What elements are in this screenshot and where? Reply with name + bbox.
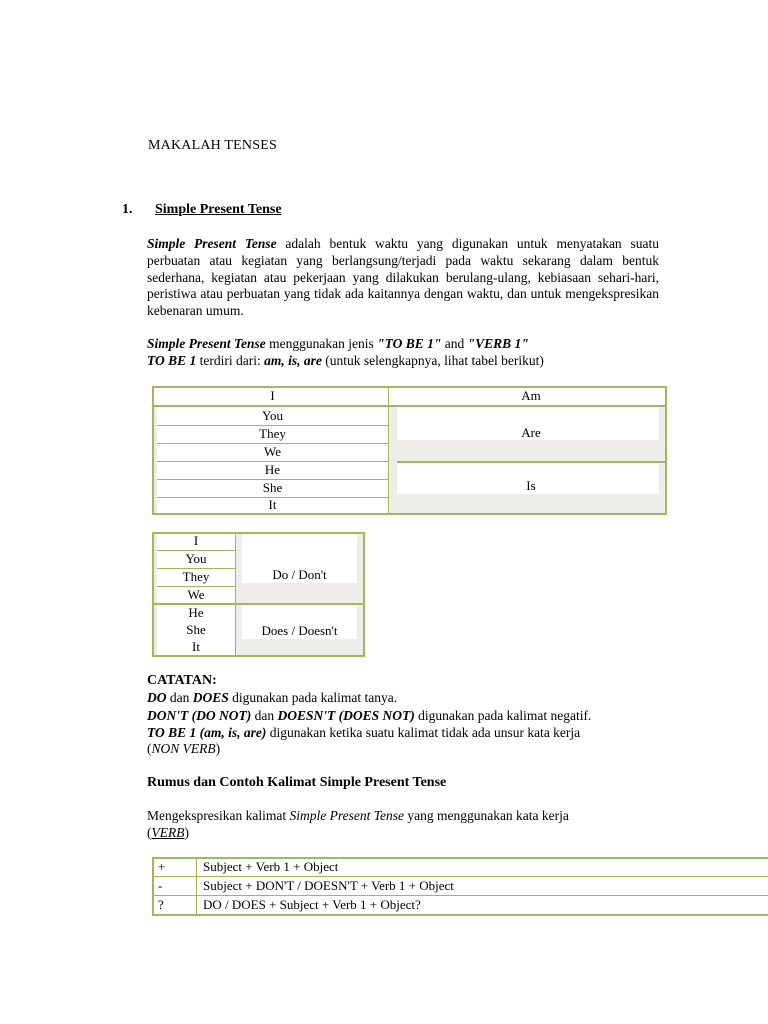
term-to-be-1: "TO BE 1" (377, 336, 442, 351)
note-text: ( (147, 741, 152, 756)
pronoun-cell: They (182, 569, 210, 584)
intro-text: ) (184, 825, 189, 840)
pronoun-cell: They (259, 426, 286, 441)
note-line (147, 708, 591, 725)
pronoun-cell: It (192, 639, 200, 654)
pronoun-cell: He (264, 462, 281, 477)
note-text: ) (215, 741, 221, 756)
auxiliary-cell: Does / Doesn't (261, 623, 338, 638)
notes-heading: CATATAN: (147, 673, 217, 688)
to-be-note: (untuk selengkapnya, lihat tabel berikut) (321, 353, 544, 368)
formula-sign: + (158, 859, 166, 874)
term-simple-present-2: Simple Present Tense (147, 336, 266, 351)
formula-sign: - (158, 878, 163, 893)
usage-text: menggunakan jenis (265, 336, 378, 351)
to-be-cell: Are (521, 425, 541, 440)
definition-paragraph (147, 236, 659, 320)
note-term: DON'T (DO NOT) (147, 708, 252, 723)
formula-text: Subject + Verb 1 + Object (203, 859, 339, 874)
term-simple-present: Simple Present Tense (147, 236, 277, 251)
to-be-line (147, 353, 544, 370)
pronoun-cell: I (270, 388, 275, 403)
note-text: digunakan ketika suatu kalimat tidak ada unsur kata kerja (266, 725, 581, 740)
formula-text: DO / DOES + Subject + Verb 1 + Object? (203, 897, 421, 912)
intro-text: Mengekspresikan kalimat (147, 808, 290, 823)
note-text: dan (251, 708, 278, 723)
note-text: dan (166, 690, 193, 705)
note-term: DOESN'T (DOES NOT) (277, 708, 415, 723)
note-term: TO BE 1 (am, is, are) (147, 725, 267, 740)
note-line (147, 690, 397, 707)
to-be-text: terdiri dari: (196, 353, 265, 368)
page-title: MAKALAH TENSES (148, 138, 277, 153)
note-line (147, 741, 220, 758)
formula-sign: ? (158, 897, 164, 912)
intro-text: ( (147, 825, 152, 840)
pronoun-cell: She (186, 622, 206, 637)
formula-intro-2 (147, 825, 189, 842)
auxiliary-cell: Do / Don't (272, 567, 327, 582)
pronoun-cell: It (268, 497, 277, 512)
note-term: DO (147, 690, 167, 705)
pronoun-cell: You (185, 551, 207, 566)
pronoun-cell: I (193, 533, 199, 548)
formula-heading: Rumus dan Contoh Kalimat Simple Present Tense (147, 775, 447, 790)
intro-term: VERB (151, 825, 185, 840)
to-be-cell: Am (521, 388, 541, 403)
section-title: Simple Present Tense (155, 202, 282, 217)
intro-text: yang menggunakan kata kerja (403, 808, 569, 823)
to-be-cell: Is (526, 478, 536, 493)
formula-text: Subject + DON'T / DOESN'T + Verb 1 + Object (203, 878, 454, 893)
formula-intro (147, 808, 659, 825)
pronoun-cell: We (187, 587, 205, 602)
and-text: and (441, 336, 468, 351)
note-term: DOES (192, 690, 229, 705)
pronoun-cell: She (262, 480, 283, 495)
usage-line (147, 336, 529, 353)
pronoun-cell: We (264, 444, 281, 459)
section-number: 1. (122, 202, 133, 217)
note-text: digunakan pada kalimat negatif. (414, 708, 592, 723)
intro-term: Simple Present Tense (289, 808, 404, 823)
term-verb-1: "VERB 1" (467, 336, 529, 351)
note-line (147, 725, 659, 742)
note-text: digunakan pada kalimat tanya. (228, 690, 398, 705)
note-term: NON VERB (151, 741, 216, 756)
pronoun-cell: You (261, 408, 284, 423)
pronoun-cell: He (188, 605, 204, 620)
to-be-list: am, is, are (264, 353, 322, 368)
term-to-be: TO BE 1 (147, 353, 197, 368)
definition-text: adalah bentuk waktu yang digunakan untuk menyatakan suatu perbuatan atau kegiatan yang berlangsung/terjadi pada waktu sekarang dalam bentuk sederhana, kegiatan atau pekerjaan yang dilakukan berulang-ulang, kebiasaan sehari-hari, peristiwa atau perbuatan yang tidak ada kaitannya dengan waktu, dan untuk mengekspresikan kebenaran umum. (147, 236, 659, 319)
